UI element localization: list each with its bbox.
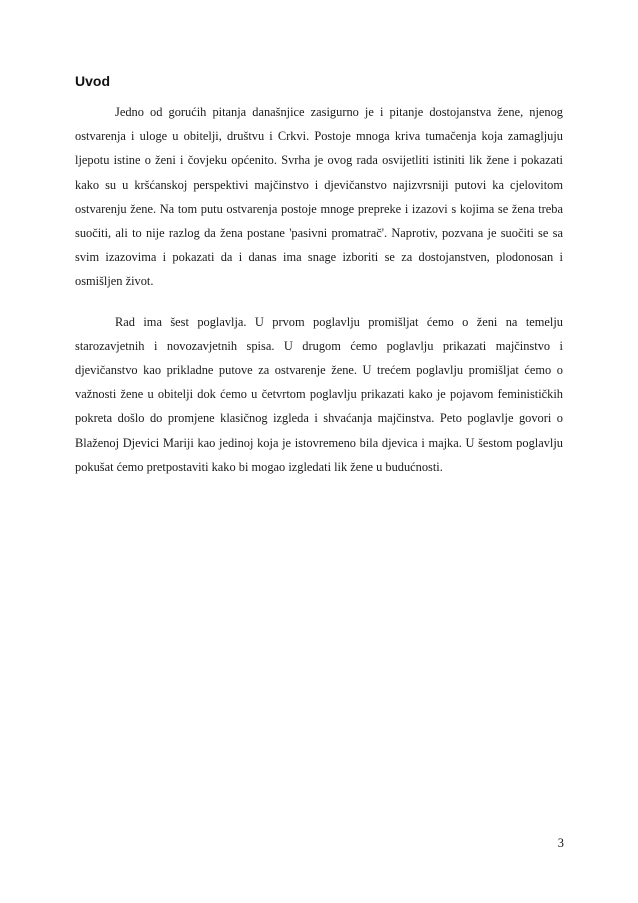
intro-paragraph: Jedno od gorućih pitanja današnjice zasigurno je i pitanje dostojanstva žene, njenog ostvarenja i uloge u obitelji, društvu i Crkvi. Postoje mnoga kriva tumačenja koja zamagljuju ljepotu istine o ženi i čovjeku općenito. Svrha je ovog rada osvijetliti istiniti lik žene i pokazati kako su u kršćanskoj perspektivi majčinstvo i djevičanstvo najizvrsniji putovi ka cjelovitom ostvarenju žene. Na tom putu ostvarenja postoje mnoge prepreke i izazovi s kojima se žena treba suočiti, ali to nije razlog da žena postane 'pasivni promatrač'. Naprotiv, pozvana je suočiti se sa svim izazovima i pokazati da i danas ima snage izboriti se za dostojanstven, plodonosan i osmišljen život. xyxy=(75,105,563,289)
section-heading: Uvod xyxy=(75,73,110,89)
chapters-overview-paragraph: Rad ima šest poglavlja. U prvom poglavlju promišljat ćemo o ženi na temelju starozavjetnih i novozavjetnih spisa. U drugom ćemo poglavlju prikazati majčinstvo i djevičanstvo kao prikladne putove za ostvarenje žene. U trećem poglavlju promišljat ćemo o važnosti žene u obitelji dok ćemo u četvrtom poglavlju prikazati kako je pojavom feminističkih pokreta došlo do promjene klasičnog izgleda i shvaćanja majčinstva. Peto poglavlje govori o Blaženoj Djevici Mariji kao jedinoj koja je istovremeno bila djevica i majka. U šestom poglavlju pokušat ćemo pretpostaviti kako bi mogao izgledati lik žene u budućnosti. xyxy=(75,314,563,474)
page-content xyxy=(75,72,563,495)
page-number: 3 xyxy=(557,836,564,850)
